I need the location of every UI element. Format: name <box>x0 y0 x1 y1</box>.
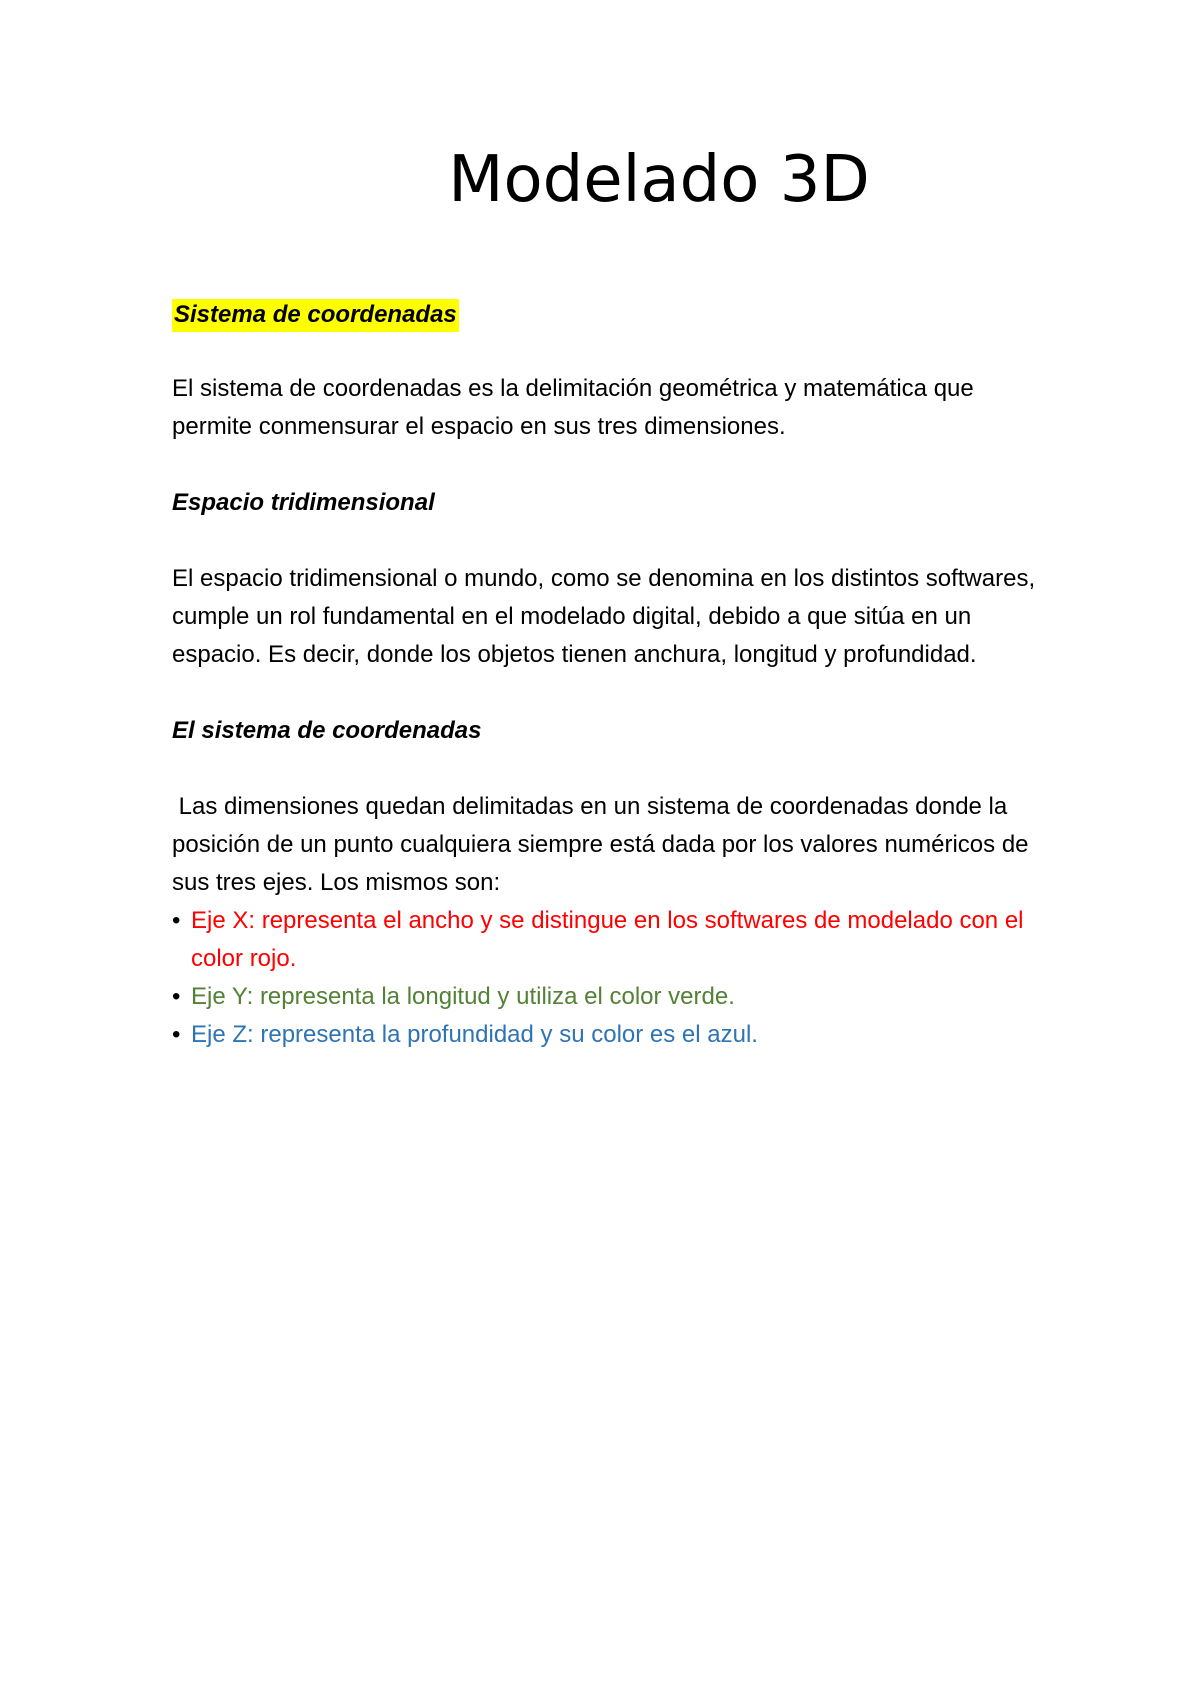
page-title-text: Modelado 3D <box>448 143 870 217</box>
list-item-axis-x <box>172 902 1042 978</box>
section-heading-coordinate-system <box>172 296 1042 334</box>
section-heading-3d-space: Espacio tridimensional <box>172 489 435 516</box>
axis-x-text: Eje X: representa el ancho y se distingue en los softwares de modelado con el color rojo. <box>191 907 1024 972</box>
axis-y-text: Eje Y: representa la longitud y utiliza el color verde. <box>191 983 735 1010</box>
list-item-axis-z <box>172 1016 1042 1054</box>
section-heading-the-coordinate-system: El sistema de coordenadas <box>172 717 482 744</box>
bullet-icon: • <box>172 983 181 1010</box>
paragraph-dimensions: Las dimensiones quedan delimitadas en un sistema de coordenadas donde la posición de un punto cualquiera siempre está dada por los valores numéricos de sus tres ejes. Los mismos son: <box>172 793 1036 896</box>
bullet-icon: • <box>172 1021 181 1048</box>
page-title <box>0 140 1200 220</box>
list-item-axis-y <box>172 978 1042 1016</box>
highlighted-heading: Sistema de coordenadas <box>172 299 459 332</box>
axis-z-text: Eje Z: representa la profundidad y su color es el azul. <box>191 1021 758 1048</box>
paragraph-3d-space: El espacio tridimensional o mundo, como se denomina en los distintos softwares, cumple un rol fundamental en el modelado digital, debido a que sitúa en un espacio. Es decir, donde los objetos tienen anchura, longitud y profundidad. <box>172 565 1036 668</box>
axes-list <box>172 902 1042 1054</box>
paragraph-coordinate-system: El sistema de coordenadas es la delimitación geométrica y matemática que permite conmensurar el espacio en sus tres dimensiones. <box>172 375 974 440</box>
document-body <box>172 296 1042 1054</box>
bullet-icon: • <box>172 907 181 934</box>
